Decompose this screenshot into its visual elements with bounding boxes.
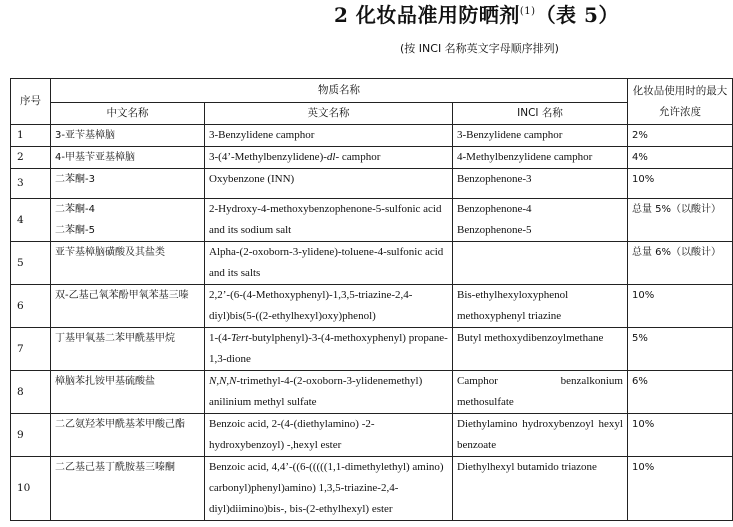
chinese-name-cell: 丁基甲氧基二苯甲酰基甲烷: [51, 328, 205, 371]
table-row: [11, 147, 733, 169]
inci-name-cell: 4-Methylbenzylidene camphor: [453, 147, 628, 169]
inci-name-cell: Diethylhexyl butamido triazone: [453, 457, 628, 521]
chinese-name-cell: 二苯酮-3: [51, 169, 205, 199]
chinese-name-line: 二苯酮-4: [55, 204, 95, 215]
title-table-ref: （表 5）: [535, 3, 619, 27]
header-max-concentration: 化妆品使用时的最大允许浓度: [628, 79, 733, 125]
english-name-part: -butylphenyl)-3-(4-methoxyphenyl) propane-1,3-dione: [209, 332, 448, 365]
header-row-top: [11, 79, 733, 103]
english-name-part: -trimethyl-4-(2-oxoborn-3-ylidenemethyl) anilinium methyl sulfate: [209, 375, 423, 408]
concentration-cell: 6%: [628, 371, 733, 414]
inci-name-cell: [453, 371, 628, 414]
english-name-cell: 2,2’-(6-(4-Methoxyphenyl)-1,3,5-triazine-2,4-diyl)bis(5-((2-ethylhexyl)oxy)phenol): [205, 285, 453, 328]
row-index: 10: [11, 457, 51, 521]
inci-name-line: [457, 371, 623, 392]
title-text: 2 化妆品准用防晒剂: [334, 3, 520, 27]
row-index: 1: [11, 125, 51, 147]
chinese-name-cell: 亚苄基樟脑磺酸及其盐类: [51, 242, 205, 285]
concentration-cell: 10%: [628, 169, 733, 199]
english-name-cell: 3-Benzylidene camphor: [205, 125, 453, 147]
inci-name-cell: Benzophenone-3: [453, 169, 628, 199]
inci-word: benzalkonium: [560, 375, 623, 387]
page-subtitle: (按 INCI 名称英文字母顺序排列): [400, 42, 559, 55]
row-index: 3: [11, 169, 51, 199]
table-row: [11, 199, 733, 242]
table-row: [11, 285, 733, 328]
chinese-name-cell: 3-亚苄基樟脑: [51, 125, 205, 147]
concentration-cell: 4%: [628, 147, 733, 169]
inci-name-cell: 3-Benzylidene camphor: [453, 125, 628, 147]
concentration-cell: 10%: [628, 457, 733, 521]
header-row-bottom: [11, 103, 733, 125]
inci-name-cell: [453, 199, 628, 242]
page-title: [334, 0, 619, 26]
english-name-italic-part: Tert: [231, 332, 249, 344]
inci-name-cell: Diethylamino hydroxybenzoyl hexyl benzoate: [453, 414, 628, 457]
table-row: [11, 457, 733, 521]
inci-name-cell: Butyl methoxydibenzoylmethane: [453, 328, 628, 371]
concentration-cell: 5%: [628, 328, 733, 371]
english-name-cell: 2-Hydroxy-4-methoxybenzophenone-5-sulfonic acid and its sodium salt: [205, 199, 453, 242]
header-chinese-name: 中文名称: [51, 103, 205, 125]
row-index: 8: [11, 371, 51, 414]
inci-name-line: methosulfate: [457, 396, 514, 408]
header-substance-name: 物质名称: [51, 79, 628, 103]
concentration-cell: 2%: [628, 125, 733, 147]
header-index: 序号: [11, 79, 51, 125]
sunscreen-table: [10, 78, 733, 521]
row-index: 7: [11, 328, 51, 371]
english-name-cell: Benzoic acid, 2-(4-(diethylamino) -2-hydroxybenzoyl) -,hexyl ester: [205, 414, 453, 457]
chinese-name-cell: 二乙氨羟苯甲酰基苯甲酸己酯: [51, 414, 205, 457]
english-name-italic-part: N,N,N: [209, 375, 237, 387]
row-index: 2: [11, 147, 51, 169]
row-index: 9: [11, 414, 51, 457]
chinese-name-cell: [51, 199, 205, 242]
english-name-cell: Alpha-(2-oxoborn-3-ylidene)-toluene-4-sulfonic acid and its salts: [205, 242, 453, 285]
row-index: 4: [11, 199, 51, 242]
inci-name-line: Benzophenone-5: [457, 224, 532, 236]
header-inci-name: INCI 名称: [453, 103, 628, 125]
table-row: [11, 414, 733, 457]
chinese-name-cell: 樟脑苯扎铵甲基硫酸盐: [51, 371, 205, 414]
table-row: [11, 371, 733, 414]
english-name-cell: Benzoic acid, 4,4’-((6-(((((1,1-dimethylethyl) amino) carbonyl)phenyl)amino) 1,3,5-triazine-2,4-diyl)diimino)bis-, bis-(2-ethylhexyl) ester: [205, 457, 453, 521]
chinese-name-line: 二苯酮-5: [55, 225, 95, 236]
english-name-cell: Oxybenzone (INN): [205, 169, 453, 199]
table-row: [11, 169, 733, 199]
header-english-name: 英文名称: [205, 103, 453, 125]
chinese-name-cell: 4-甲基苄亚基樟脑: [51, 147, 205, 169]
english-name-part: 1-(4-: [209, 332, 231, 344]
table-row: [11, 125, 733, 147]
concentration-cell: 10%: [628, 414, 733, 457]
english-name-part: 3-(4’-Methylbenzylidene)-: [209, 151, 327, 163]
inci-name-cell: [453, 242, 628, 285]
english-name-cell: [205, 147, 453, 169]
inci-word: Camphor: [457, 375, 498, 387]
concentration-cell: 总量 6%（以酸计）: [628, 242, 733, 285]
table-row: [11, 242, 733, 285]
row-index: 5: [11, 242, 51, 285]
inci-name-cell: Bis-ethylhexyloxyphenol methoxyphenyl triazine: [453, 285, 628, 328]
concentration-cell: 10%: [628, 285, 733, 328]
row-index: 6: [11, 285, 51, 328]
chinese-name-cell: 二乙基己基丁酰胺基三嗪酮: [51, 457, 205, 521]
concentration-cell: 总量 5%（以酸计）: [628, 199, 733, 242]
english-name-italic-part: dl: [326, 151, 336, 163]
table-row: [11, 328, 733, 371]
title-footnote-marker: (1): [519, 6, 536, 17]
english-name-cell: [205, 371, 453, 414]
english-name-part: - camphor: [335, 151, 381, 163]
english-name-cell: [205, 328, 453, 371]
chinese-name-cell: 双-乙基己氧苯酚甲氧苯基三嗪: [51, 285, 205, 328]
inci-name-line: Benzophenone-4: [457, 203, 532, 215]
